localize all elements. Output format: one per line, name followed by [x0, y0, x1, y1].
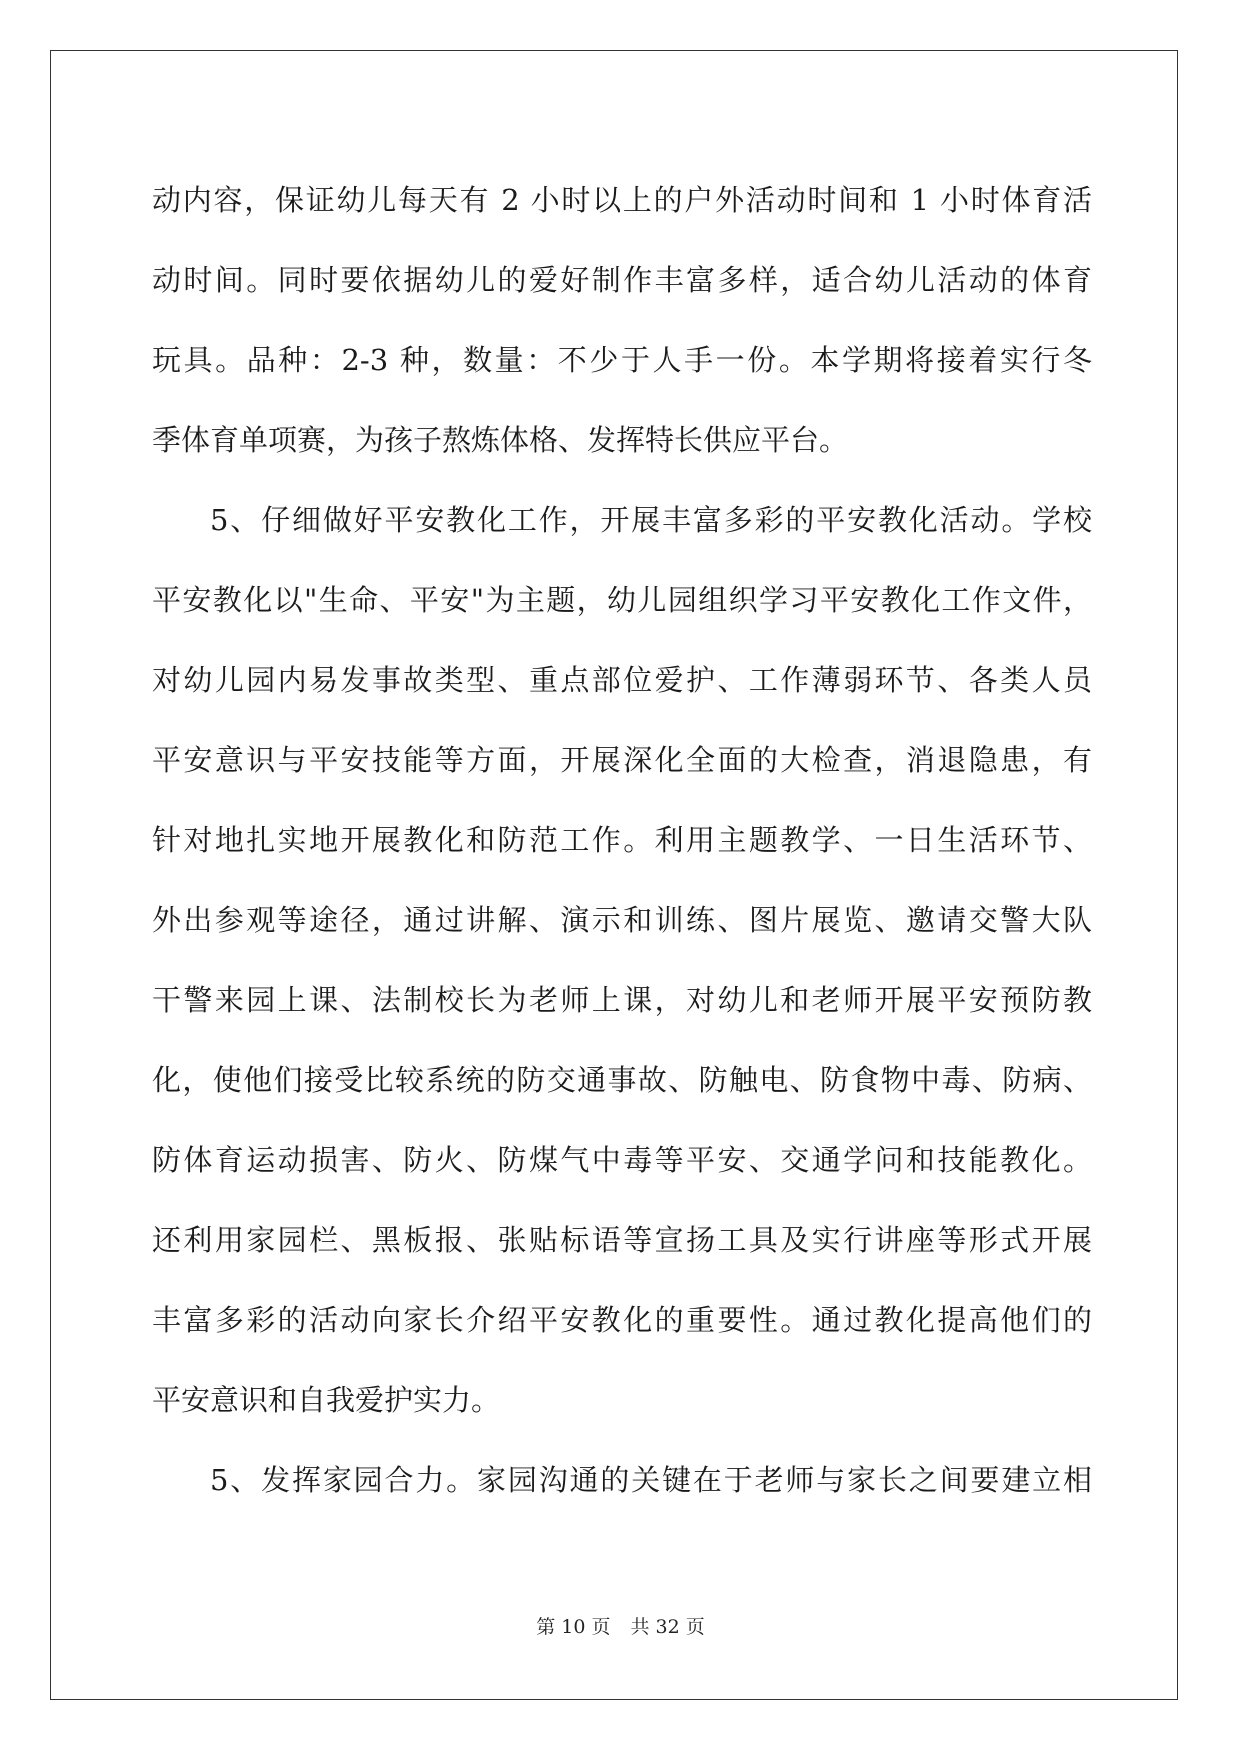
text-line: 动时间。同时要依据幼儿的爱好制作丰富多样，适合幼儿活动的体育	[152, 263, 1092, 297]
document-body	[152, 160, 1092, 1520]
page-footer	[0, 1612, 1241, 1639]
text-line: 化，使他们接受比较系统的防交通事故、防触电、防食物中毒、防病、	[152, 1063, 1092, 1097]
text-line: 动内容，保证幼儿每天有 2 小时以上的户外活动时间和 1 小时体育活	[152, 183, 1092, 217]
text-line: 干警来园上课、法制校长为老师上课，对幼儿和老师开展平安预防教	[152, 983, 1092, 1017]
page-number: 第 10 页	[536, 1616, 611, 1638]
text-line: 平安教化以"生命、平安"为主题，幼儿园组织学习平安教化工作文件，	[152, 583, 1092, 617]
page-total: 共 32 页	[630, 1616, 705, 1638]
text-line: 防体育运动损害、防火、防煤气中毒等平安、交通学问和技能教化。	[152, 1143, 1092, 1177]
text-line: 玩具。品种：2-3 种，数量：不少于人手一份。本学期将接着实行冬	[152, 343, 1092, 377]
text-line: 丰富多彩的活动向家长介绍平安教化的重要性。通过教化提高他们的	[152, 1303, 1092, 1337]
text-line: 5、发挥家园合力。家园沟通的关键在于老师与家长之间要建立相	[210, 1463, 1092, 1497]
text-line: 平安意识和自我爱护实力。	[152, 1383, 501, 1417]
text-line: 还利用家园栏、黑板报、张贴标语等宣扬工具及实行讲座等形式开展	[152, 1223, 1092, 1257]
text-line: 平安意识与平安技能等方面，开展深化全面的大检查，消退隐患，有	[152, 743, 1092, 777]
text-line: 季体育单项赛，为孩子熬炼体格、发挥特长供应平台。	[152, 423, 849, 457]
text-line: 外出参观等途径，通过讲解、演示和训练、图片展览、邀请交警大队	[152, 903, 1092, 937]
text-line: 5、仔细做好平安教化工作，开展丰富多彩的平安教化活动。学校	[210, 503, 1092, 537]
text-line: 针对地扎实地开展教化和防范工作。利用主题教学、一日生活环节、	[152, 823, 1092, 857]
text-line: 对幼儿园内易发事故类型、重点部位爱护、工作薄弱环节、各类人员	[152, 663, 1092, 697]
